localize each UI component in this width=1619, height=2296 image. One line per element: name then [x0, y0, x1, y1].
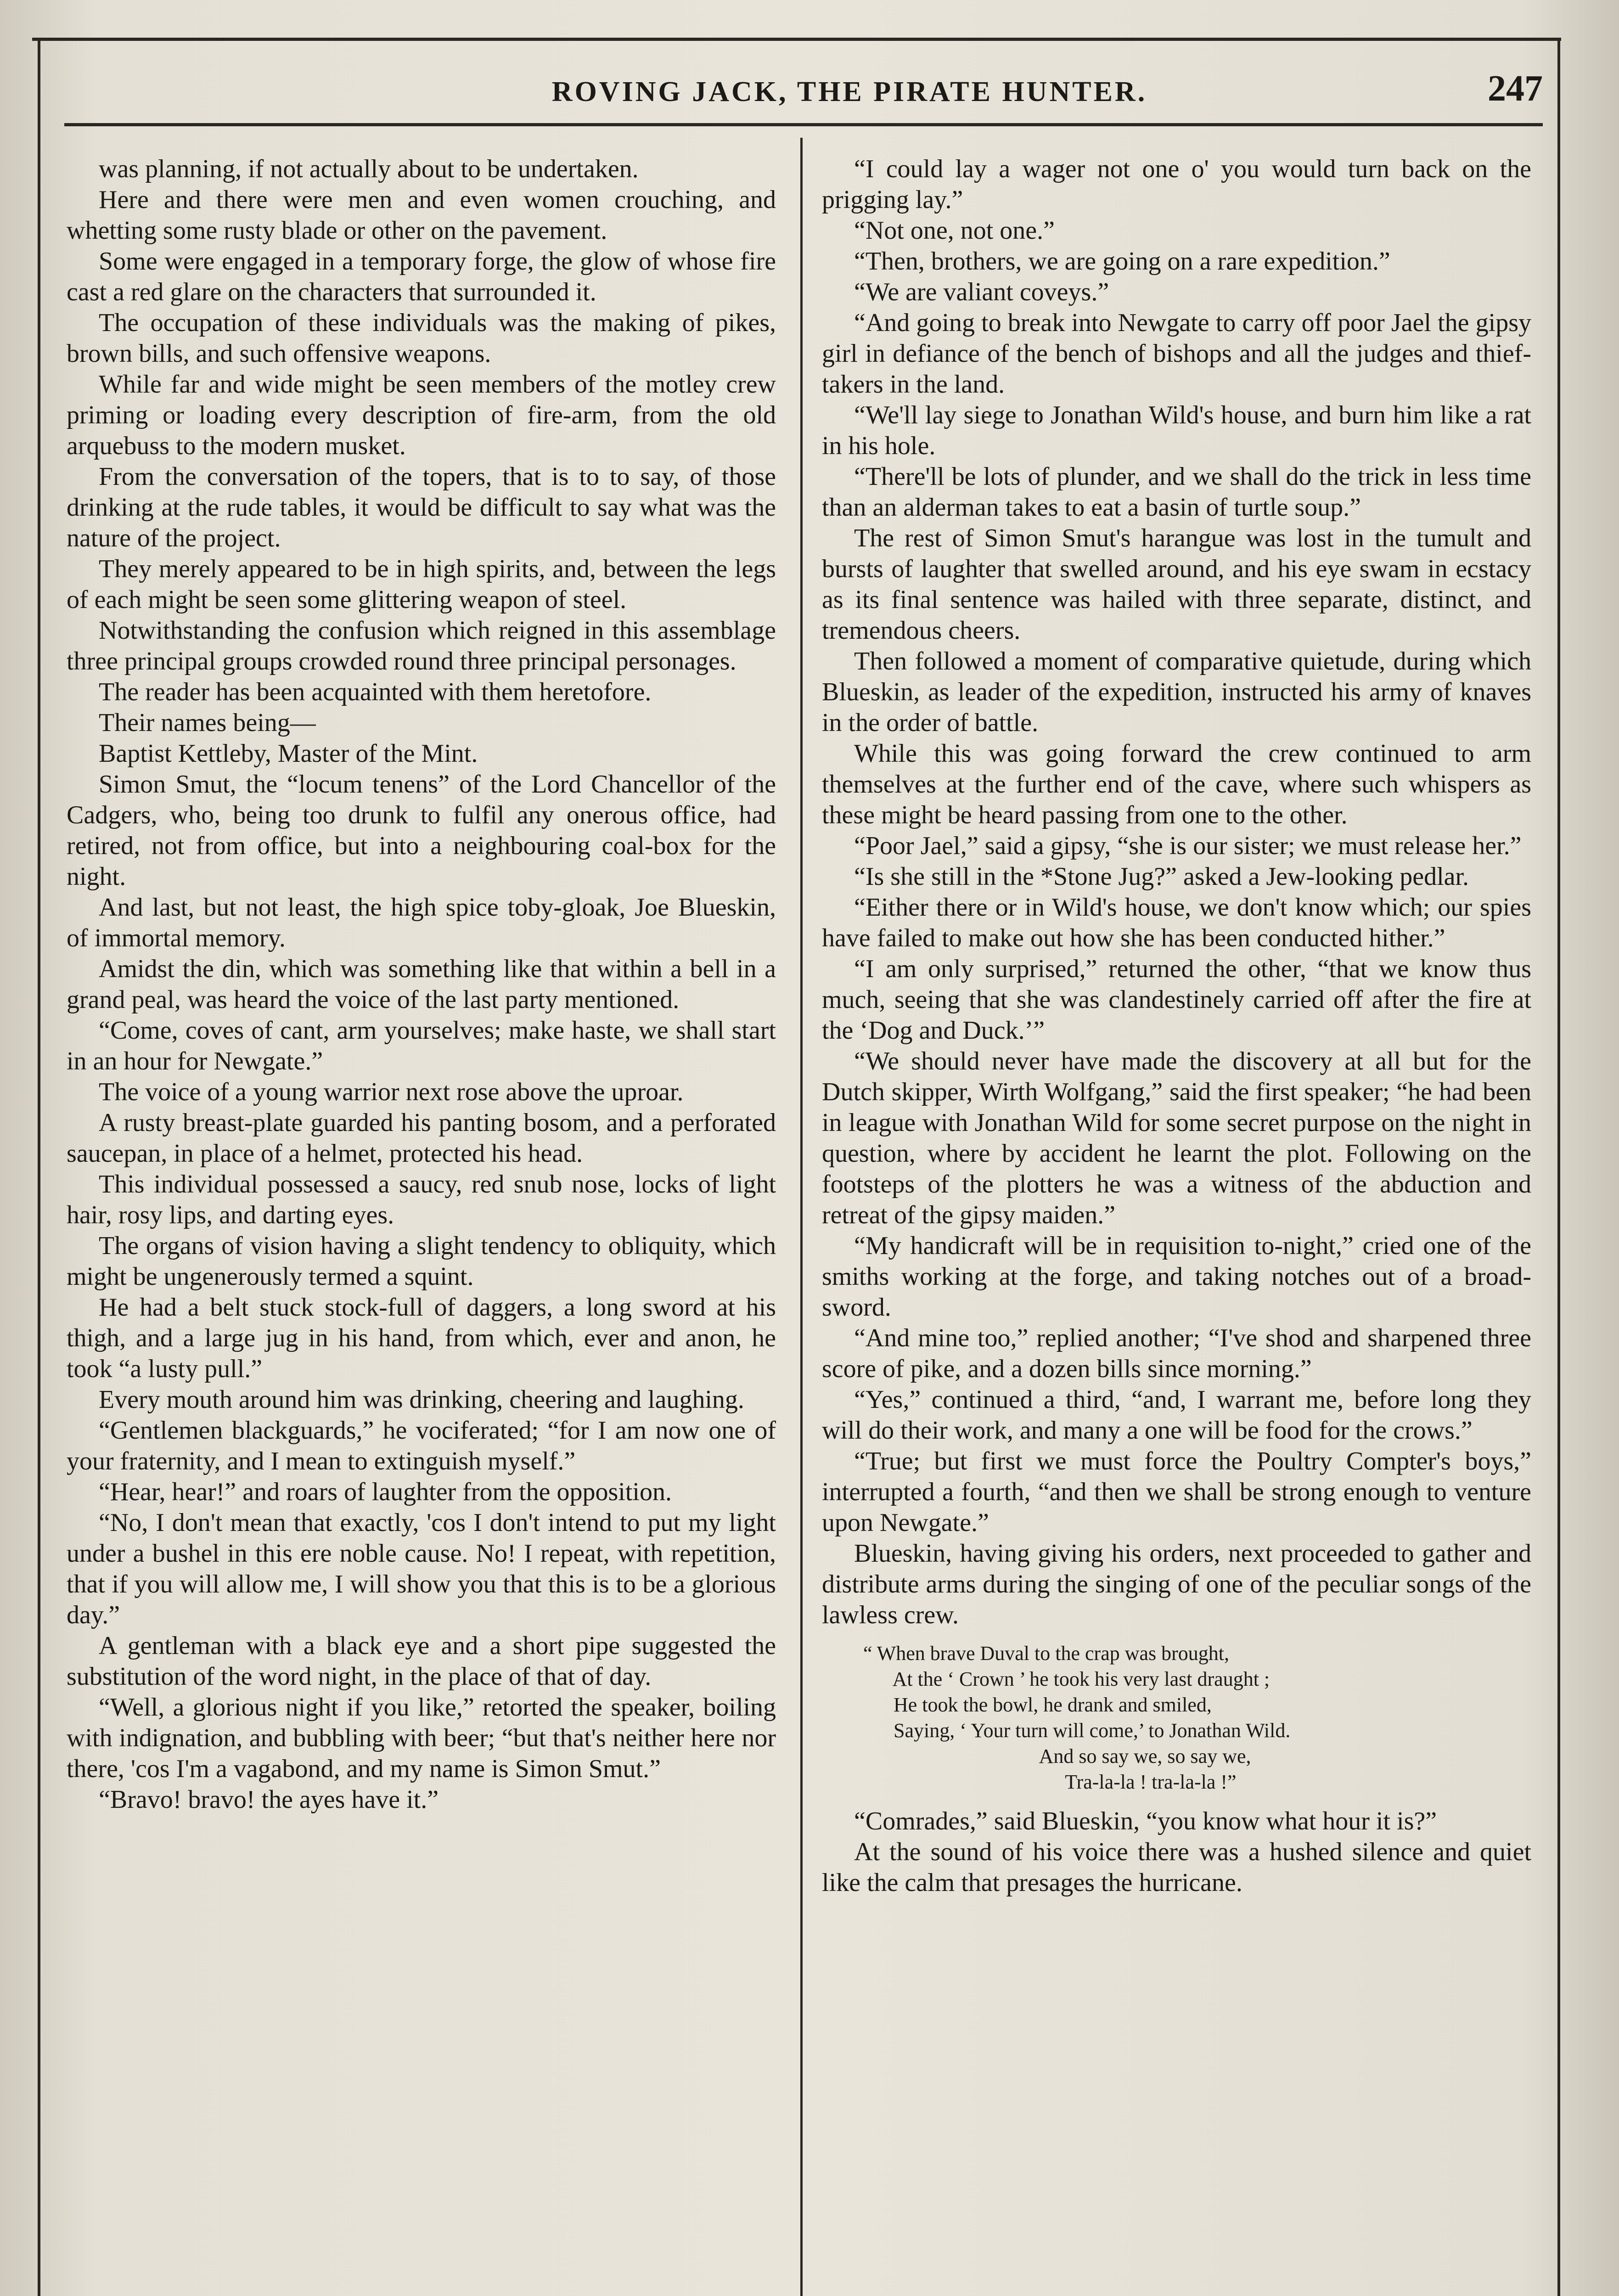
right-column [822, 154, 1531, 1898]
paragraph: A gentleman with a black eye and a short pipe suggested the substitution of the word night, in the place of that of day. [67, 1632, 776, 1691]
paragraph: Baptist Kettleby, Master of the Mint. [99, 739, 478, 768]
paragraph: From the conversation of the topers, that is to to say, of those drinking at the rude tables, it would be difficult to say what was the nature of the project. [67, 462, 776, 552]
paragraph: “Come, coves of cant, arm yourselves; make haste, we shall start in an hour for Newgate.” [67, 1016, 776, 1075]
paragraph: Blueskin, having giving his orders, next proceeded to gather and distribute arms during the singing of one of the peculiar songs of the lawless crew. [822, 1539, 1531, 1629]
paragraph: “No, I don't mean that exactly, 'cos I don't intend to put my light under a bushel in this ere noble cause. No! I repeat, with repetition, that if you will allow me, I will show you that this is to be a glorious day.” [67, 1508, 776, 1629]
paragraph: “True; but first we must force the Poultry Compter's boys,” interrupted a fourth, “and then we shall be strong enough to venture upon Newgate.” [822, 1447, 1531, 1537]
paragraph: Here and there were men and even women crouching, and whetting some rusty blade or other on the pavement. [67, 186, 776, 245]
left-column [67, 154, 776, 1815]
paragraph: Amidst the din, which was something like that within a bell in a grand peal, was heard the voice of the last party mentioned. [67, 955, 776, 1014]
verse-line: And so say we, so say we, [863, 1745, 1251, 1767]
paragraph: “Bravo! bravo! the ayes have it.” [99, 1785, 439, 1814]
paragraph: “Either there or in Wild's house, we don't know which; our spies have failed to make out how she has been conducted hither.” [822, 893, 1531, 952]
paragraph: At the sound of his voice there was a hushed silence and quiet like the calm that presages the hurricane. [822, 1838, 1531, 1897]
song-verse [863, 1641, 1531, 1795]
paragraph: “We'll lay siege to Jonathan Wild's house, and burn him like a rat in his hole. [822, 401, 1531, 460]
paragraph: Every mouth around him was drinking, cheering and laughing. [99, 1385, 744, 1414]
paragraph: “And mine too,” replied another; “I've shod and sharpened three score of pike, and a dozen bills since morning.” [822, 1324, 1531, 1383]
verse-line: Tra-la-la ! tra-la-la !” [863, 1771, 1237, 1793]
paragraph: The organs of vision having a slight tendency to obliquity, which might be ungenerously termed a squint. [67, 1232, 776, 1291]
running-title: ROVING JACK, THE PIRATE HUNTER. [551, 76, 1147, 107]
paragraph: Then followed a moment of comparative quietude, during which Blueskin, as leader of the expedition, instructed his army of knaves in the order of battle. [822, 647, 1531, 737]
paragraph: “Is she still in the *Stone Jug?” asked a Jew-looking pedlar. [854, 862, 1469, 891]
paragraph: Their names being— [99, 709, 316, 737]
paragraph: And last, but not least, the high spice toby-gloak, Joe Blueskin, of immortal memory. [67, 893, 776, 952]
paragraph: Notwithstanding the confusion which reigned in this assemblage three principal groups crowded round three principal personages. [67, 616, 776, 675]
paragraph: was planning, if not actually about to be undertaken. [99, 155, 639, 183]
paragraph: “Yes,” continued a third, “and, I warrant me, before long they will do their work, and many a one will be food for the crows.” [822, 1385, 1531, 1445]
paragraph: The reader has been acquainted with them heretofore. [99, 678, 652, 706]
paragraph: “Hear, hear!” and roars of laughter from the opposition. [99, 1478, 672, 1506]
paragraph: “Then, brothers, we are going on a rare expedition.” [854, 247, 1390, 276]
verse-line: At the ‘ Crown ’ he took his very last draught ; [863, 1668, 1270, 1690]
page-number: 247 [1488, 68, 1543, 109]
paragraph: He had a belt stuck stock-full of daggers, a long sword at his thigh, and a large jug in his hand, from which, ever and anon, he took “a lusty pull.” [67, 1293, 776, 1383]
right-column-closing-text [822, 1806, 1531, 1898]
header-rule [64, 123, 1543, 126]
verse-line: “ When brave Duval to the crap was brought, [863, 1642, 1230, 1665]
paragraph: While this was going forward the crew continued to arm themselves at the further end of the cave, where such whispers as these might be heard passing from one to the other. [822, 739, 1531, 829]
paragraph: “Comrades,” said Blueskin, “you know what hour it is?” [854, 1807, 1437, 1835]
paragraph: A rusty breast-plate guarded his panting bosom, and a perforated saucepan, in place of a helmet, protected his head. [67, 1109, 776, 1168]
paragraph: “Well, a glorious night if you like,” retorted the speaker, boiling with indignation, and bubbling with beer; “but that's neither here nor there, 'cos I'm a vagabond, and my name is Simon Smut.” [67, 1693, 776, 1783]
paragraph: “There'll be lots of plunder, and we shall do the trick in less time than an alderman takes to eat a basin of turtle soup.” [822, 462, 1531, 522]
paragraph: “We are valiant coveys.” [854, 278, 1109, 306]
paragraph: The rest of Simon Smut's harangue was lost in the tumult and bursts of laughter that swelled around, and his eye swam in ecstacy as its final sentence was hailed with three separate, distinct, and tremendous cheers. [822, 524, 1531, 645]
paragraph: “Poor Jael,” said a gipsy, “she is our sister; we must release her.” [854, 832, 1522, 860]
right-border-rule [1557, 38, 1560, 2296]
verse-line: Saying, ‘ Your turn will come,’ to Jonathan Wild. [863, 1719, 1291, 1742]
paragraph: “Not one, not one.” [854, 216, 1055, 245]
paragraph: This individual possessed a saucy, red snub nose, locks of light hair, rosy lips, and darting eyes. [67, 1170, 776, 1229]
paragraph: “I could lay a wager not one o' you would turn back on the prigging lay.” [822, 155, 1531, 214]
paragraph: “We should never have made the discovery at all but for the Dutch skipper, Wirth Wolfgang,” said the first speaker; “he had been in league with Jonathan Wild for some secret purpose on the night in question, where by accident he learnt the plot. Following on the footsteps of the plotters he was a witness of the abduction and retreat of the gipsy maiden.” [822, 1047, 1531, 1229]
top-border-rule [32, 38, 1561, 41]
paragraph: Simon Smut, the “locum tenens” of the Lord Chancellor of the Cadgers, who, being too drunk to fulfil any onerous office, had retired, not from office, but into a neighbouring coal-box for the night. [67, 770, 776, 891]
paragraph: The occupation of these individuals was the making of pikes, brown bills, and such offensive weapons. [67, 309, 776, 368]
paragraph: “I am only surprised,” returned the other, “that we know thus much, seeing that she was clandestinely carried off after the fire at the ‘Dog and Duck.’” [822, 955, 1531, 1045]
paragraph: While far and wide might be seen members of the motley crew priming or loading every description of fire-arm, from the old arquebuss to the modern musket. [67, 370, 776, 460]
column-divider [800, 138, 803, 2296]
verse-line: He took the bowl, he drank and smiled, [863, 1694, 1212, 1716]
paragraph: “My handicraft will be in requisition to-night,” cried one of the smiths working at the forge, and taking notches out of a broad-sword. [822, 1232, 1531, 1322]
paragraph: They merely appeared to be in high spirits, and, between the legs of each might be seen some glittering weapon of steel. [67, 555, 776, 614]
paragraph: “And going to break into Newgate to carry off poor Jael the gipsy girl in defiance of the bench of bishops and all the judges and thief-takers in the land. [822, 309, 1531, 399]
paragraph: The voice of a young warrior next rose above the uproar. [99, 1078, 684, 1106]
right-column-text [822, 154, 1531, 1631]
paragraph: “Gentlemen blackguards,” he vociferated; “for I am now one of your fraternity, and I mean to extinguish myself.” [67, 1416, 776, 1475]
paragraph: Some were engaged in a temporary forge, the glow of whose fire cast a red glare on the characters that surrounded it. [67, 247, 776, 306]
left-border-rule [38, 38, 40, 2296]
